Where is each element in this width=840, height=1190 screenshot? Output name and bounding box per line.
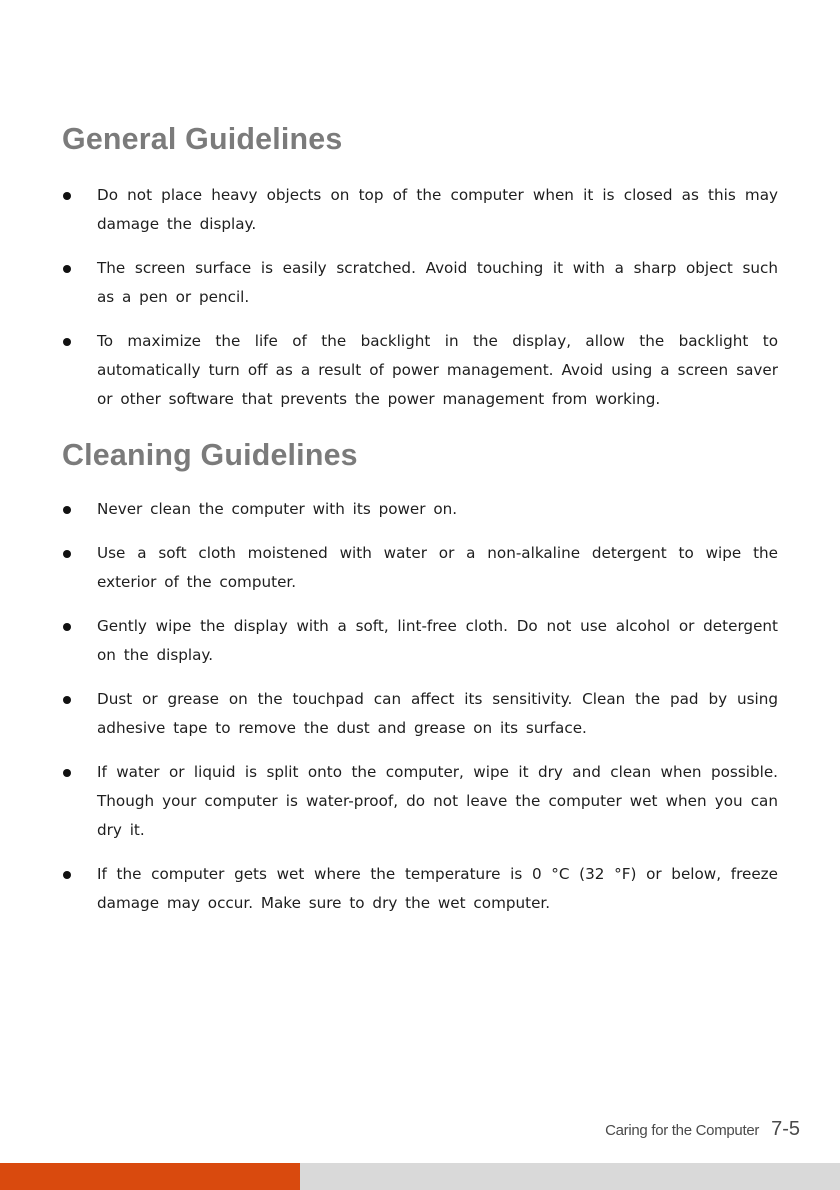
footer-bar [300, 1163, 840, 1190]
bullet-icon [63, 265, 71, 273]
list-item [0, 327, 778, 414]
list-item-text: Dust or grease on the touchpad can affect its sensitivity. Clean the pad by using adhesive tape to remove the dust and grease on its surface. [97, 690, 778, 737]
list-item-text: To maximize the life of the backlight in the display, allow the backlight to automatically turn off as a result of power management. Avoid using a screen saver or other software that prevents the power management from working. [97, 332, 778, 408]
bullet-icon [63, 192, 71, 200]
footer-section-title: Caring for the Computer [605, 1122, 760, 1139]
list-item [0, 860, 778, 918]
bullet-icon [63, 338, 71, 346]
list-item-text: Use a soft cloth moistened with water or a non-alkaline detergent to wipe the exterior of the computer. [97, 544, 778, 591]
list-item-text: The screen surface is easily scratched. Avoid touching it with a sharp object such as a pen or pencil. [97, 259, 778, 306]
bullet-icon [63, 550, 71, 558]
cleaning-guidelines-list [0, 495, 840, 918]
list-item [0, 758, 778, 845]
list-item-text: If water or liquid is split onto the computer, wipe it dry and clean when possible. Though your computer is water-proof, do not leave the computer wet when you can dry it. [97, 763, 778, 839]
bullet-icon [63, 871, 71, 879]
section-heading-cleaning: Cleaning Guidelines [62, 437, 358, 472]
list-item-text: Gently wipe the display with a soft, lint-free cloth. Do not use alcohol or detergent on the display. [97, 617, 778, 664]
section-heading-general: General Guidelines [62, 121, 343, 156]
general-guidelines-list [0, 181, 840, 414]
list-item [0, 495, 778, 524]
bullet-icon [63, 623, 71, 631]
bullet-icon [63, 769, 71, 777]
list-item-text: If the computer gets wet where the temperature is 0 °C (32 °F) or below, freeze damage may occur. Make sure to dry the wet computer. [97, 865, 778, 912]
list-item [0, 612, 778, 670]
page-footer [560, 1118, 800, 1141]
list-item [0, 181, 778, 239]
list-item-text: Do not place heavy objects on top of the computer when it is closed as this may damage the display. [97, 186, 778, 233]
footer-accent-bar [0, 1163, 300, 1190]
list-item [0, 539, 778, 597]
list-item-text: Never clean the computer with its power on. [97, 500, 458, 518]
list-item [0, 685, 778, 743]
list-item [0, 254, 778, 312]
bullet-icon [63, 696, 71, 704]
page-number: 7-5 [771, 1118, 800, 1140]
bullet-icon [63, 506, 71, 514]
